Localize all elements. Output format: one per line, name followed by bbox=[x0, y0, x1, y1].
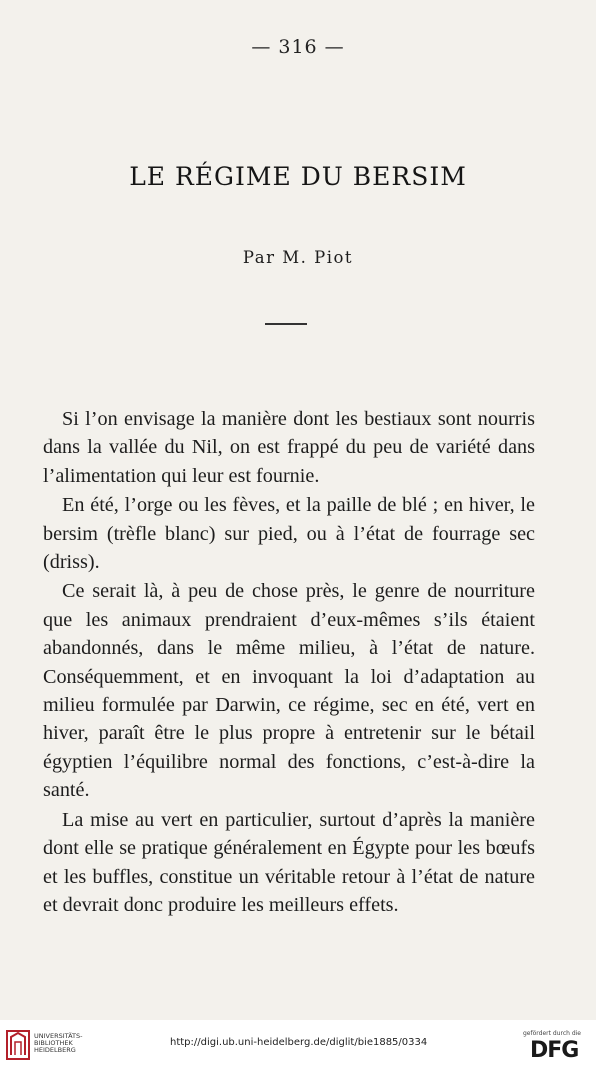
article-title: LE RÉGIME DU BERSIM bbox=[129, 162, 467, 191]
paragraph-2: En été, l’orge ou les fèves, et la paille de blé ; en hiver, le bersim (trèfle blanc) sur pied, ou à l’état de fourrage sec (driss). bbox=[43, 494, 535, 574]
article-body bbox=[43, 405, 535, 920]
paragraph-1: Si l’on envisage la manière dont les bestiaux sont nourris dans la vallée du Nil, on est frappé du peu de variété dans l’alimentation qui leur est fournie. bbox=[43, 408, 535, 487]
library-line: UNIVERSITÄTS- bbox=[34, 1032, 83, 1040]
title-rule bbox=[265, 323, 307, 325]
page-number: — 316 — bbox=[251, 36, 345, 58]
article-author: Par M. Piot bbox=[242, 248, 354, 267]
library-line: HEIDELBERG bbox=[34, 1046, 76, 1055]
paragraph-3: Ce serait là, à peu de chose près, le genre de nourriture que les animaux prendraient d’eux-mêmes s’ils étaient abandonnés, dans le même milieu, à l’état de nature. Conséquemment, et en invoquant la loi d’adaptation au milieu formulée par Darwin, ce régime, sec en été, vert en hiver, paraît être le plus propre à entretenir sur le bétail égyptien l’équilibre normal des fonctions, c’est-à-dire la santé. bbox=[43, 580, 535, 802]
paragraph-4: La mise au vert en particulier, surtout d’après la manière dont elle se pratique généralement en Égypte pour les bœufs et les buffles, constitue un véritable retour à l’état de nature et devrait donc produire les meilleurs effets. bbox=[43, 808, 535, 916]
heidelberg-library-logo-icon[interactable] bbox=[6, 1028, 30, 1062]
permalink-url[interactable]: http://digi.ub.uni-heidelberg.de/diglit/bie1885/0334 bbox=[170, 1037, 428, 1048]
dfg-logo[interactable]: DFG bbox=[530, 1038, 579, 1063]
library-line: BIBLIOTHEK bbox=[34, 1039, 73, 1048]
library-name bbox=[34, 1033, 83, 1055]
funding-note: gefördert durch die bbox=[523, 1030, 581, 1037]
